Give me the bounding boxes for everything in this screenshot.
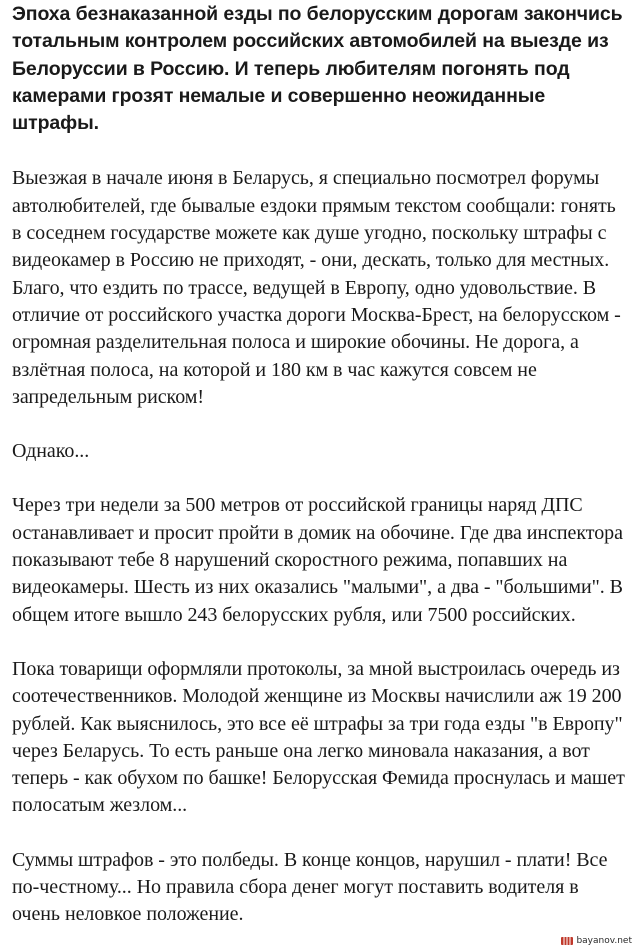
accordion-icon [560,935,574,947]
site-watermark [558,934,634,948]
watermark-text: bayanov.net [576,936,632,946]
article-paragraph: Однако... [12,440,90,463]
article-paragraph: Выезжая в начале июня в Беларусь, я специально посмотрел форумы автолюбителей, где бывалые ездоки прямым текстом сообщали: гонять в соседнем государстве можете как душе угодно, поскольку штрафы с видеокамер в Россию не приходят, - они, дескать, только для местных. Благо, что ездить по трассе, ведущей в Европу, одно удовольствие. В отличие от российского участка дороги Москва-Брест, на белорусском - огромная разделительная полоса и широкие обочины. Не дорога, а взлётная полоса, на которой и 180 км в час кажутся совсем не запредельным риском! [12,167,621,408]
article-paragraph: Суммы штрафов - это полбеды. В конце концов, нарушил - плати! Все по-честному... Но правила сбора денег могут поставить водителя в очень неловкое положение. [12,848,608,926]
article-paragraph: Пока товарищи оформляли протоколы, за мной выстроилась очередь из соотечественников. Молодой женщине из Москвы начислили аж 19 200 рублей. Как выяснилось, это все её штрафы за три года езды "в Европу" через Беларусь. То есть раньше она легко миновала наказания, а вот теперь - как обухом по башке! Белорусская Фемида проснулась и машет полосатым жезлом... [12,657,625,817]
article-paragraph: Через три недели за 500 метров от российской границы наряд ДПС останавливает и просит пройти в домик на обочине. Где два инспектора показывают тебе 8 нарушений скоростного режима, попавших на видеокамеры. Шесть из них оказались "малыми", а два - "большими". В общем итоге вышло 243 белорусских рубля, или 7500 российских. [12,494,623,626]
article-lead: Эпоха безнаказанной езды по белорусским дорогам закончись тотальным контролем российских автомобилей на выезде из Белоруссии в Россию. И теперь любителям погонять под камерами грозят немалые и совершенно неожиданные штрафы. [12,3,623,135]
